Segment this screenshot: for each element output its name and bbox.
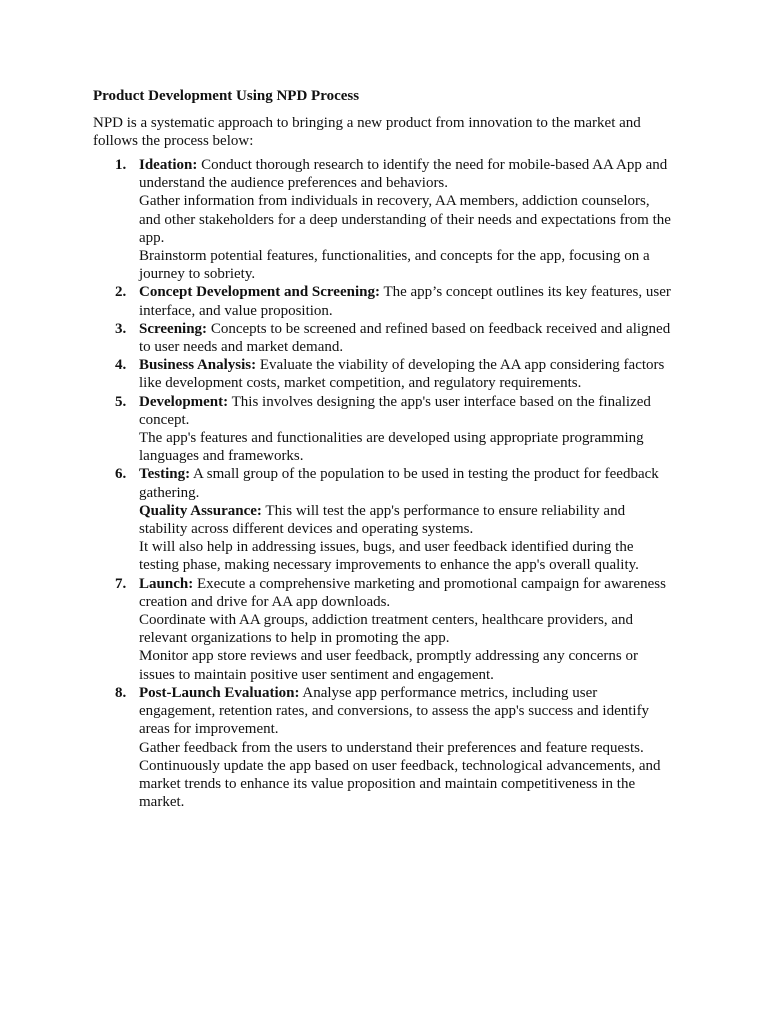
document-page <box>93 86 673 811</box>
step-label: Concept Development and Screening: <box>139 284 380 301</box>
step-label: Testing: <box>139 466 191 483</box>
step-number: 8. <box>115 684 127 701</box>
step-main-text <box>139 393 673 429</box>
step-item-concept-development <box>93 283 673 319</box>
step-main-text <box>139 320 673 356</box>
step-label: Screening: <box>139 320 208 337</box>
step-text: This will test the app's performance to ensure reliability and stability across different devices and operating systems. <box>139 502 626 538</box>
step-number: 6. <box>115 466 127 483</box>
step-main-text <box>139 283 673 319</box>
step-number: 3. <box>115 320 127 337</box>
step-item-development <box>93 393 673 466</box>
quality-assurance-label: Quality Assurance: <box>139 502 262 519</box>
step-text: Analyse app performance metrics, including user engagement, retention rates, and conversions, to assess the app's success and identify areas for improvement. <box>139 684 650 738</box>
step-item-launch <box>93 575 673 684</box>
step-number: 2. <box>115 284 127 301</box>
step-label: Business Analysis: <box>139 357 257 374</box>
quality-assurance-text <box>139 502 673 538</box>
step-extra-text: Brainstorm potential features, functionalities, and concepts for the app, focusing on a journey to sobriety. <box>139 248 650 283</box>
step-main-text <box>139 465 673 501</box>
step-main-text <box>139 156 673 192</box>
step-extra-text: Monitor app store reviews and user feedback, promptly addressing any concerns or issues to maintain positive user sentiment and engagement. <box>139 648 639 683</box>
step-label: Post-Launch Evaluation: <box>139 684 300 701</box>
step-text: Conduct thorough research to identify the need for mobile-based AA App and understand the audience preferences and behaviors. <box>139 157 668 192</box>
step-extra-text: The app's features and functionalities are developed using appropriate programming languages and frameworks. <box>139 430 644 465</box>
step-extra-text: Gather feedback from the users to understand their preferences and feature requests. <box>139 739 644 756</box>
step-number: 7. <box>115 575 127 592</box>
step-main-text <box>139 575 673 611</box>
npd-steps-list <box>93 156 673 811</box>
intro-paragraph: NPD is a systematic approach to bringing a new product from innovation to the market and follows the process below: <box>93 115 641 149</box>
step-main-text <box>139 356 673 392</box>
step-extra-text: Coordinate with AA groups, addiction treatment centers, healthcare providers, and relevant organizations to help in promoting the app. <box>139 612 634 647</box>
step-item-testing <box>93 465 673 574</box>
step-extra-text: It will also help in addressing issues, bugs, and user feedback identified during the testing phase, making necessary improvements to enhance the app's overall quality. <box>139 539 639 574</box>
step-number: 4. <box>115 357 127 374</box>
step-item-screening <box>93 320 673 356</box>
step-item-business-analysis <box>93 356 673 392</box>
step-extra-text: Continuously update the app based on user feedback, technological advancements, and market trends to enhance its value proposition and maintain competitiveness in the market. <box>139 757 661 811</box>
step-text: Evaluate the viability of developing the AA app considering factors like development costs, market competition, and regulatory requirements. <box>139 357 665 392</box>
step-main-text <box>139 684 673 739</box>
step-number: 5. <box>115 393 127 410</box>
step-text: Execute a comprehensive marketing and promotional campaign for awareness creation and drive for AA app downloads. <box>139 575 666 610</box>
step-text: This involves designing the app's user interface based on the finalized concept. <box>139 393 651 428</box>
step-item-ideation <box>93 156 673 283</box>
step-text: Concepts to be screened and refined based on feedback received and aligned to user needs and market demand. <box>139 320 671 356</box>
step-label: Launch: <box>139 575 194 592</box>
step-text: A small group of the population to be used in testing the product for feedback gathering. <box>139 466 659 501</box>
step-label: Ideation: <box>139 157 198 173</box>
document-title: Product Development Using NPD Process <box>93 88 360 104</box>
step-label: Development: <box>139 393 229 410</box>
step-item-post-launch-evaluation <box>93 684 673 811</box>
step-number: 1. <box>115 157 127 173</box>
step-text: The app’s concept outlines its key features, user interface, and value proposition. <box>139 284 671 319</box>
step-extra-text: Gather information from individuals in recovery, AA members, addiction counselors, and other stakeholders for a deep understanding of their needs and expectations from the app. <box>139 193 671 246</box>
